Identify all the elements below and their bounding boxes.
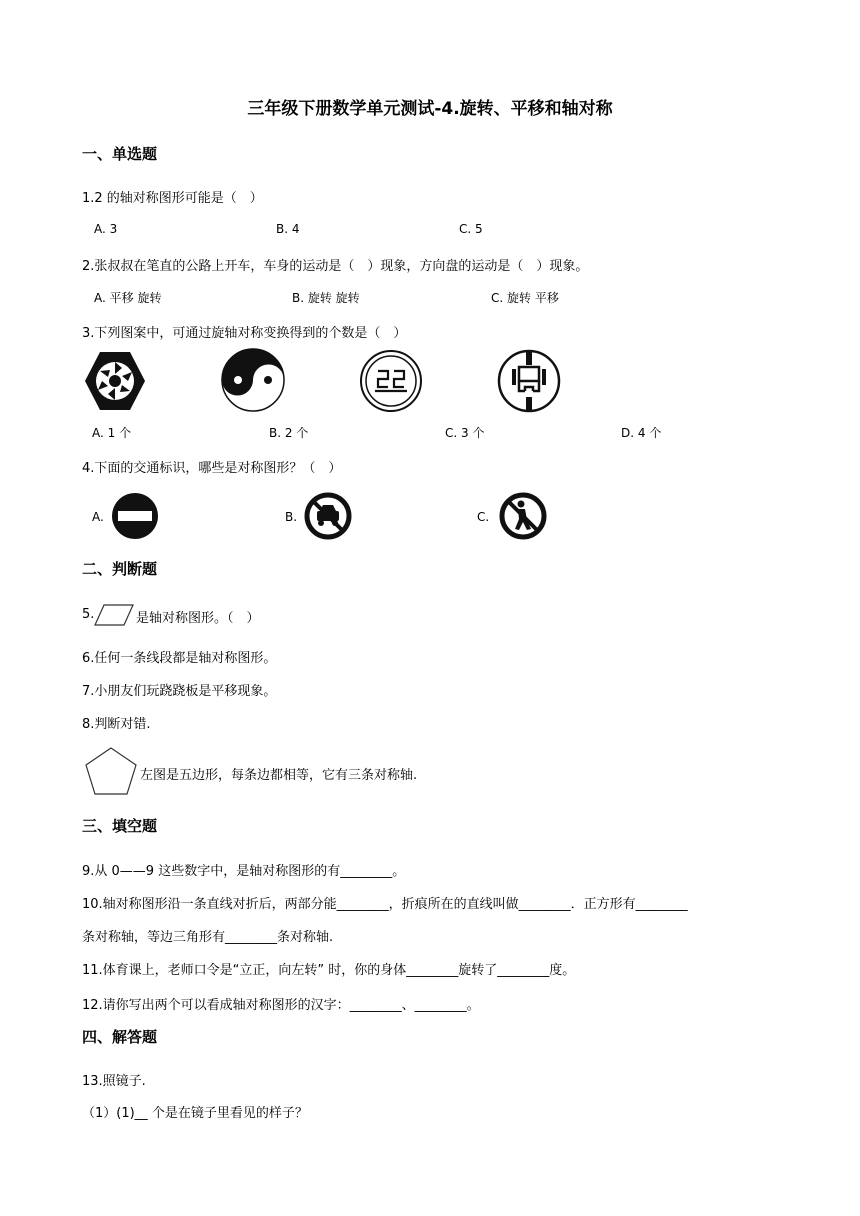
question-10-line1: 10.轴对称图形沿一条直线对折后，两部分能________，折痕所在的直线叫做________．正方形有________	[82, 897, 688, 912]
q2-option-a[interactable]: A. 平移 旋转	[94, 291, 162, 305]
question-5: 是轴对称图形。（ ）	[136, 611, 260, 626]
parallelogram-figure	[94, 604, 134, 626]
question-8: 8.判断对错.	[82, 717, 151, 732]
section-heading-fill-blank: 三、填空题	[82, 817, 158, 835]
question-6: 6.任何一条线段都是轴对称图形。	[82, 651, 277, 666]
aperture-hexagon-figure	[84, 350, 146, 412]
bank-emblem-figure	[497, 349, 561, 413]
q2-option-b[interactable]: B. 旋转 旋转	[292, 291, 360, 305]
question-13-sub-1: （1）(1)__ 个是在镜子里看见的样子？	[82, 1106, 308, 1121]
q3-option-d[interactable]: D. 4 个	[621, 426, 662, 440]
q3-option-b[interactable]: B. 2 个	[269, 426, 309, 440]
q4-option-b[interactable]: B.	[285, 510, 298, 524]
pentagon-figure	[84, 746, 138, 796]
q3-option-c[interactable]: C. 3 个	[445, 426, 485, 440]
q2-option-c[interactable]: C. 旋转 平移	[491, 291, 559, 305]
question-9: 9.从 0——9 这些数字中，是轴对称图形的有________。	[82, 864, 406, 879]
q4-option-c[interactable]: C.	[477, 510, 490, 524]
question-5-number: 5.	[82, 607, 95, 622]
question-10-line2: 条对称轴，等边三角形有________条对称轴.	[82, 930, 334, 945]
question-2: 2.张叔叔在笔直的公路上开车，车身的运动是（ ）现象，方向盘的运动是（ ）现象。	[82, 259, 589, 274]
section-heading-true-false: 二、判断题	[82, 560, 158, 578]
q1-option-c[interactable]: C. 5	[459, 222, 483, 236]
page-title: 三年级下册数学单元测试-4.旋转、平移和轴对称	[247, 99, 613, 119]
question-4: 4.下面的交通标识，哪些是对称图形？（ ）	[82, 461, 342, 476]
no-entry-sign-icon	[111, 492, 159, 540]
q1-option-a[interactable]: A. 3	[94, 222, 118, 236]
bank-seal-figure	[359, 349, 423, 413]
question-13: 13.照镜子.	[82, 1074, 146, 1089]
yin-yang-figure	[221, 348, 285, 412]
question-7: 7.小朋友们玩跷跷板是平移现象。	[82, 684, 277, 699]
q1-option-b[interactable]: B. 4	[276, 222, 300, 236]
no-motor-vehicles-sign-icon	[304, 492, 352, 540]
question-12: 12.请你写出两个可以看成轴对称图形的汉字：________、________。	[82, 998, 480, 1013]
q3-option-a[interactable]: A. 1 个	[92, 426, 132, 440]
no-pedestrians-sign-icon	[499, 492, 547, 540]
q4-option-a[interactable]: A.	[92, 510, 104, 524]
question-8-description: 左图是五边形，每条边都相等，它有三条对称轴.	[140, 768, 418, 783]
question-11: 11.体育课上，老师口令是“立正，向左转” 时，你的身体________旋转了________度。	[82, 963, 576, 978]
question-1: 1.2 的轴对称图形可能是（ ）	[82, 191, 263, 206]
section-heading-solve: 四、解答题	[82, 1028, 158, 1046]
question-3: 3.下列图案中，可通过旋轴对称变换得到的个数是（ ）	[82, 326, 407, 341]
section-heading-single-choice: 一、单选题	[82, 145, 158, 163]
